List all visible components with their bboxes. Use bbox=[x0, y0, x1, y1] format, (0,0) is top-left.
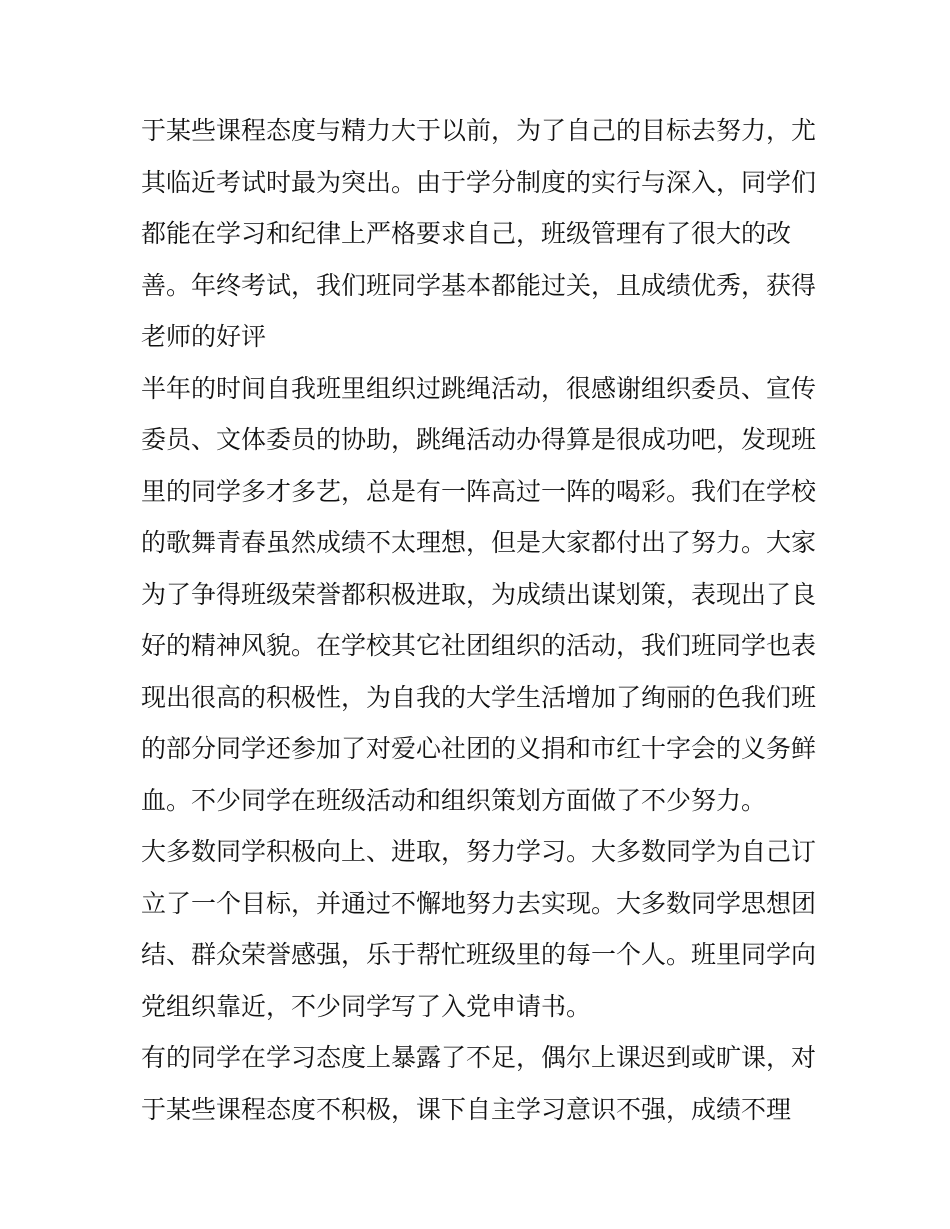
text-line: 结、群众荣誉感强，乐于帮忙班级里的每一个人。班里同学向 bbox=[141, 940, 817, 969]
text-line: 老师的好评 bbox=[141, 322, 267, 351]
text-line: 于某些课程态度与精力大于以前，为了自己的目标去努力，尤 bbox=[141, 116, 817, 145]
text-line: 于某些课程态度不积极，课下自主学习意识不强，成绩不理 bbox=[141, 1094, 792, 1124]
text-line: 有的同学在学习态度上暴露了不足，偶尔上课迟到或旷课，对 bbox=[141, 1043, 817, 1072]
text-line: 大多数同学积极向上、进取，努力学习。大多数同学为自己订 bbox=[141, 837, 817, 866]
text-line: 的部分同学还参加了对爱心社团的义捐和市红十字会的义务鲜 bbox=[141, 734, 817, 763]
text-line: 委员、文体委员的协助，跳绳活动办得算是很成功吧，发现班 bbox=[141, 425, 817, 454]
text-line: 党组织靠近，不少同学写了入党申请书。 bbox=[141, 991, 592, 1021]
document-body bbox=[141, 105, 817, 1135]
text-line: 现出很高的积极性，为自我的大学生活增加了绚丽的色我们班 bbox=[141, 682, 817, 712]
text-line: 其临近考试时最为突出。由于学分制度的实行与深入，同学们 bbox=[141, 167, 817, 197]
text-line: 善。年终考试，我们班同学基本都能过关，且成绩优秀，获得 bbox=[141, 270, 817, 300]
text-line: 里的同学多才多艺，总是有一阵高过一阵的喝彩。我们在学校 bbox=[141, 476, 817, 506]
text-line: 立了一个目标，并通过不懈地努力去实现。大多数同学思想团 bbox=[141, 888, 817, 918]
text-line: 血。不少同学在班级活动和组织策划方面做了不少努力。 bbox=[141, 785, 767, 815]
text-line: 半年的时间自我班里组织过跳绳活动，很感谢组织委员、宣传 bbox=[141, 373, 817, 403]
text-line: 都能在学习和纪律上严格要求自己，班级管理有了很大的改 bbox=[141, 219, 792, 248]
text-line: 的歌舞青春虽然成绩不太理想，但是大家都付出了努力。大家 bbox=[141, 528, 817, 557]
text-line: 好的精神风貌。在学校其它社团组织的活动，我们班同学也表 bbox=[141, 631, 817, 660]
text-line: 为了争得班级荣誉都积极进取，为成绩出谋划策，表现出了良 bbox=[141, 579, 817, 609]
